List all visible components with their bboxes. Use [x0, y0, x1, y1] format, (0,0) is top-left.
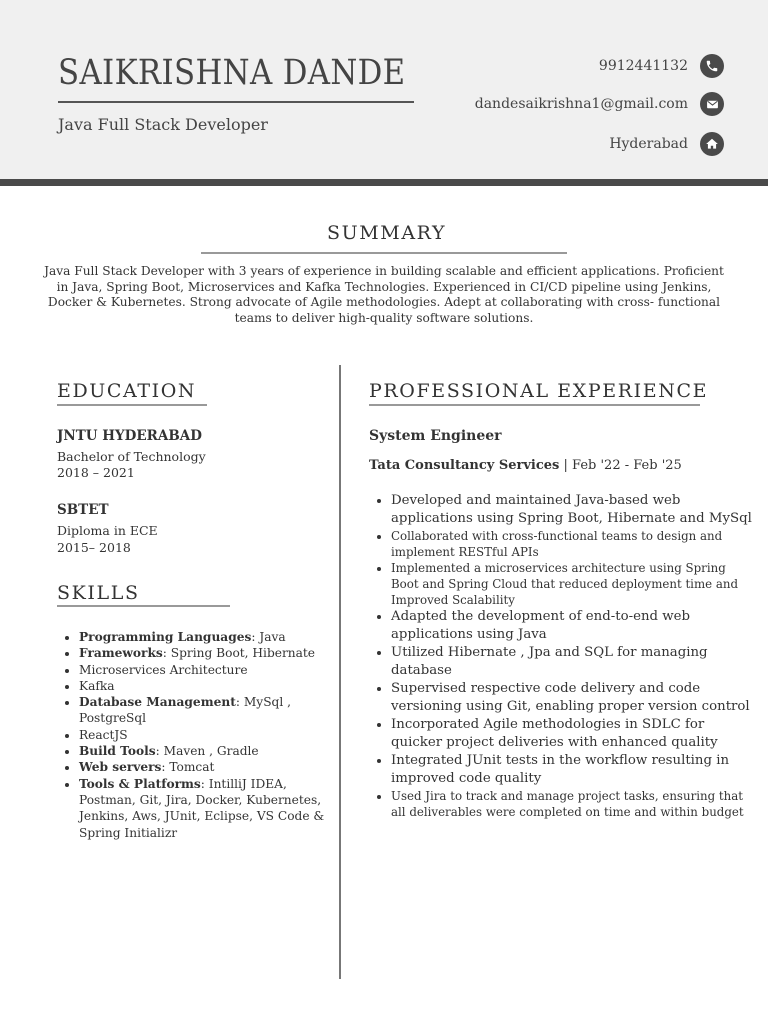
skill-label: Tools & Platforms — [79, 776, 201, 791]
experience-bullet: • Utilized Hibernate , Jpa and SQL for managing database — [391, 644, 755, 680]
experience-title: PROFESSIONAL EXPERIENCE — [369, 380, 709, 402]
experience-bullet: • Adapted the development of end-to-end web applications using Java — [391, 608, 755, 644]
skill-item — [79, 759, 329, 775]
skill-label: Build Tools — [79, 744, 156, 759]
header-divider-bar — [0, 179, 768, 186]
skill-value: : Spring Boot, Hibernate — [162, 646, 316, 661]
job-company-line — [369, 458, 682, 473]
skill-item — [79, 678, 329, 694]
skill-value: Microservices Architecture — [79, 662, 248, 677]
skill-value: : Maven , Gradle — [155, 744, 259, 759]
experience-rule — [369, 404, 700, 406]
experience-bullet: • Implemented a microservices architecture using Spring Boot and Spring Cloud that reduced deployment time and Improved Scalability — [391, 560, 755, 608]
skill-value: : IntilliJ IDEA, Postman, Git, Jira, Docker, Kubernetes, Jenkins, Aws, JUnit, Eclipse, VS Code & Spring Initializr — [79, 776, 325, 840]
education-years: 2015– 2018 — [57, 540, 131, 555]
skill-item — [79, 743, 329, 759]
summary-rule — [201, 252, 567, 254]
education-title: EDUCATION — [57, 380, 197, 402]
experience-bullet: • Developed and maintained Java-based web applications using Spring Boot, Hibernate and MySql — [391, 492, 755, 528]
contact-email-row — [475, 92, 724, 116]
skill-item — [79, 645, 329, 661]
location-text: Hyderabad — [609, 136, 688, 152]
company-name: Tata Consultancy Services — [369, 458, 560, 473]
summary-text: Java Full Stack Developer with 3 years of experience in building scalable and efficient applications. Proficient in Java, Spring Boot, Microservices and Kafka Technologies. Experienced in CI/CD pipeline using Jenkins, Docker & Kubernetes. Strong advocate of Agile methodologies. Adept at collaborating with cross- functional teams to deliver high-quality software solutions. — [44, 264, 724, 325]
job-title: System Engineer — [369, 428, 502, 444]
education-school: JNTU HYDERABAD — [57, 428, 202, 444]
skill-item — [79, 776, 329, 841]
education-degree: Bachelor of Technology — [57, 449, 206, 464]
contact-phone-row — [599, 54, 724, 78]
home-icon — [700, 132, 724, 156]
skill-label: Database Management — [79, 695, 236, 710]
education-rule — [57, 404, 207, 406]
phone-number: 9912441132 — [598, 58, 688, 74]
email-icon — [700, 92, 724, 116]
skill-value: : Java — [251, 630, 286, 644]
skill-item — [79, 727, 329, 743]
email-address: dandesaikrishna1@gmail.com — [474, 96, 688, 112]
contact-location-row — [609, 132, 724, 156]
column-divider — [339, 365, 341, 979]
experience-bullet: • Used Jira to track and manage project tasks, ensuring that all deliverables were completed on time and within budget — [391, 788, 755, 820]
skill-label: Frameworks — [79, 646, 163, 661]
skills-list — [57, 629, 329, 841]
skills-title: SKILLS — [57, 582, 140, 604]
experience-bullets — [369, 492, 755, 820]
candidate-role: Java Full Stack Developer — [58, 115, 268, 134]
experience-bullet: • Integrated JUnit tests in the workflow resulting in improved code quality — [391, 752, 755, 788]
summary-title: SUMMARY — [327, 222, 447, 244]
skill-value: : MySql , PostgreSql — [79, 695, 291, 726]
education-degree: Diploma in ECE — [57, 523, 158, 538]
skill-value: ReactJS — [79, 727, 128, 742]
skill-item — [79, 662, 329, 678]
experience-bullet: • Incorporated Agile methodologies in SDLC for quicker project deliveries with enhanced quality — [391, 716, 755, 752]
skill-item — [79, 629, 329, 645]
experience-bullet: • Supervised respective code delivery and code versioning using Git, enabling proper version control — [391, 680, 755, 716]
skills-rule — [57, 605, 230, 607]
skill-label: Programming Languages — [79, 630, 252, 644]
skill-label: Web servers — [79, 760, 162, 775]
name-underline — [58, 101, 414, 103]
skill-value: Kafka — [79, 678, 115, 693]
skill-item — [79, 694, 329, 727]
education-years: 2018 – 2021 — [57, 465, 135, 480]
job-dates: | Feb '22 - Feb '25 — [559, 458, 682, 473]
skill-value: : Tomcat — [161, 760, 215, 775]
candidate-name: SAIKRISHNA DANDE — [58, 53, 406, 93]
education-school: SBTET — [57, 502, 109, 518]
phone-icon — [700, 54, 724, 78]
experience-bullet: • Collaborated with cross-functional teams to design and implement RESTful APIs — [391, 528, 755, 560]
